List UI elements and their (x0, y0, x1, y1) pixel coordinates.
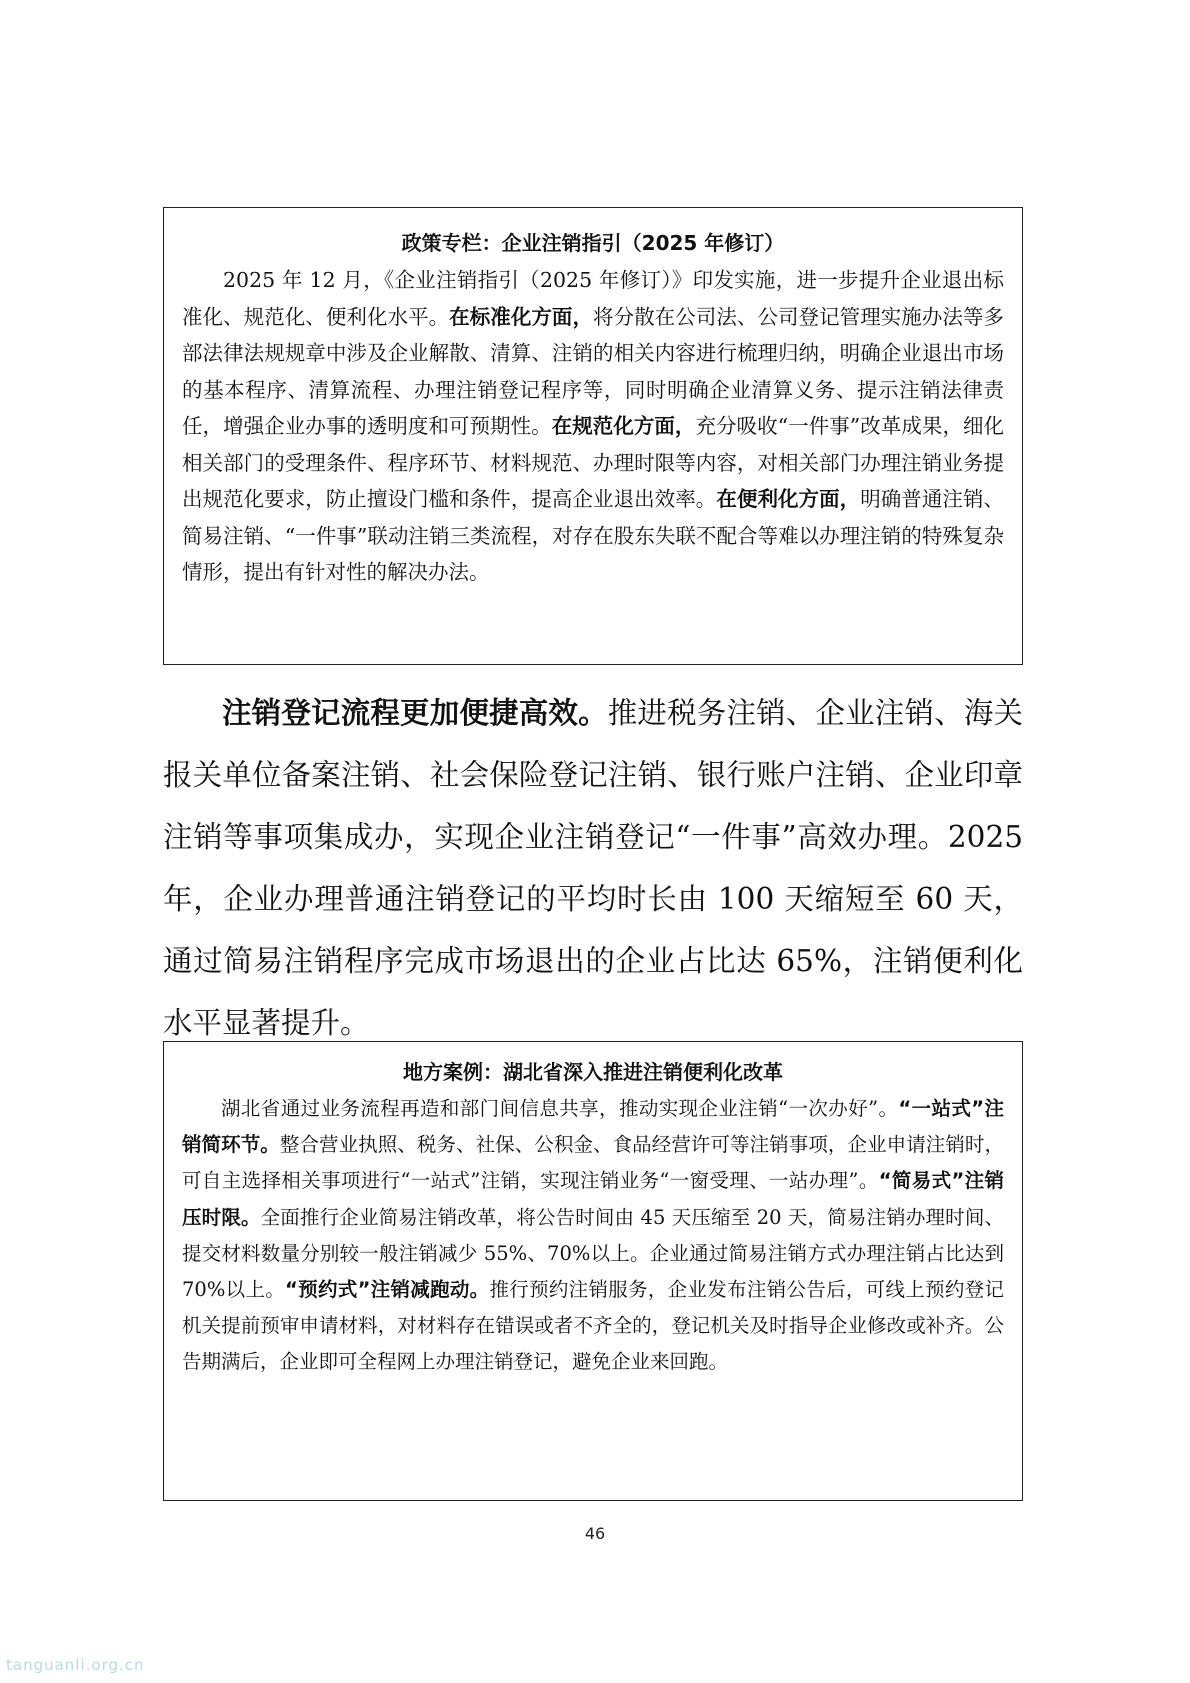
main-paragraph-lead: 注销登记流程更加便捷高效。 (222, 696, 608, 730)
policy-heading-facilitation: 在便利化方面， (716, 487, 861, 511)
main-paragraph (163, 682, 1023, 1054)
case-box-body (182, 1091, 1004, 1381)
case-text-2: 整合营业执照、税务、社保、公积金、食品经营许可等注销事项，企业申请注销时，可自主选择相关事项进行“一站式”注销，实现注销业务“一窗受理、一站办理”。 (182, 1133, 1004, 1193)
case-heading-simplified: “简易式”注销压时限。 (182, 1169, 1004, 1229)
policy-text-3: 充分吸收“一件事”改革成果，细化相关部门的受理条件、程序环节、材料规范、办理时限等内容，对相关部门办理注销业务提出规范化要求，防止擅设门槛和条件，提高企业退出效率。 (182, 414, 1005, 511)
policy-box (163, 207, 1023, 665)
case-text-4: 推行预约注销服务，企业发布注销公告后，可线上预约登记机关提前预审申请材料，对材料存在错误或者不齐全的，登记机关及时指导企业修改或补齐。公告期满后，企业即可全程网上办理注销登记，避免企业来回跑。 (182, 1278, 1004, 1374)
policy-heading-normalization: 在规范化方面， (551, 414, 696, 438)
page-number: 46 (584, 1524, 606, 1543)
policy-text-2: 将分散在公司法、公司登记管理实施办法等多部法律法规规章中涉及企业解散、清算、注销的相关内容进行梳理归纳，明确企业退出市场的基本程序、清算流程、办理注销登记程序等，同时明确企业清算义务、提示注销法律责任，增强企业办事的透明度和可预期性。 (182, 304, 1005, 438)
case-box (163, 1041, 1023, 1501)
case-heading-one-stop: “一站式”注销简环节。 (182, 1097, 1004, 1157)
policy-heading-standardization: 在标准化方面， (449, 304, 594, 329)
policy-text-4: 明确普通注销、简易注销、“一件事”联动注销三类流程，对存在股东失联不配合等难以办理注销的特殊复杂情形，提出有针对性的解决办法。 (182, 487, 1005, 584)
policy-box-body (182, 262, 1004, 591)
policy-box-title: 政策专栏：企业注销指引（2025 年修订） (401, 231, 785, 255)
main-paragraph-body: 推进税务注销、企业注销、海关报关单位备案注销、社会保险登记注销、银行账户注销、企业印章注销等事项集成办，实现企业注销登记“一件事”高效办理。2025 年，企业办理普通注销登记的平均时长由 100 天缩短至 60 天，通过简易注销程序完成市场退出的企业占比达 65%，注销便利化水平显著提升。 (163, 696, 1023, 1040)
watermark: tanguanli.org.cn (6, 1656, 145, 1674)
case-box-title: 地方案例：湖北省深入推进注销便利化改革 (403, 1060, 783, 1084)
case-text-3: 全面推行企业简易注销改革，将公告时间由 45 天压缩至 20 天，简易注销办理时间、提交材料数量分别较一般注销减少 55%、70%以上。企业通过简易注销方式办理注销占比达到 70%以上。 (182, 1205, 1004, 1302)
case-heading-appointment: “预约式”注销减跑动。 (285, 1278, 490, 1302)
policy-text-1: 2025 年 12 月，《企业注销指引（2025 年修订）》印发实施，进一步提升企业退出标准化、规范化、便利化水平。 (182, 268, 1004, 329)
case-text-1: 湖北省通过业务流程再造和部门间信息共享，推动实现企业注销“一次办好”。 (221, 1097, 899, 1120)
